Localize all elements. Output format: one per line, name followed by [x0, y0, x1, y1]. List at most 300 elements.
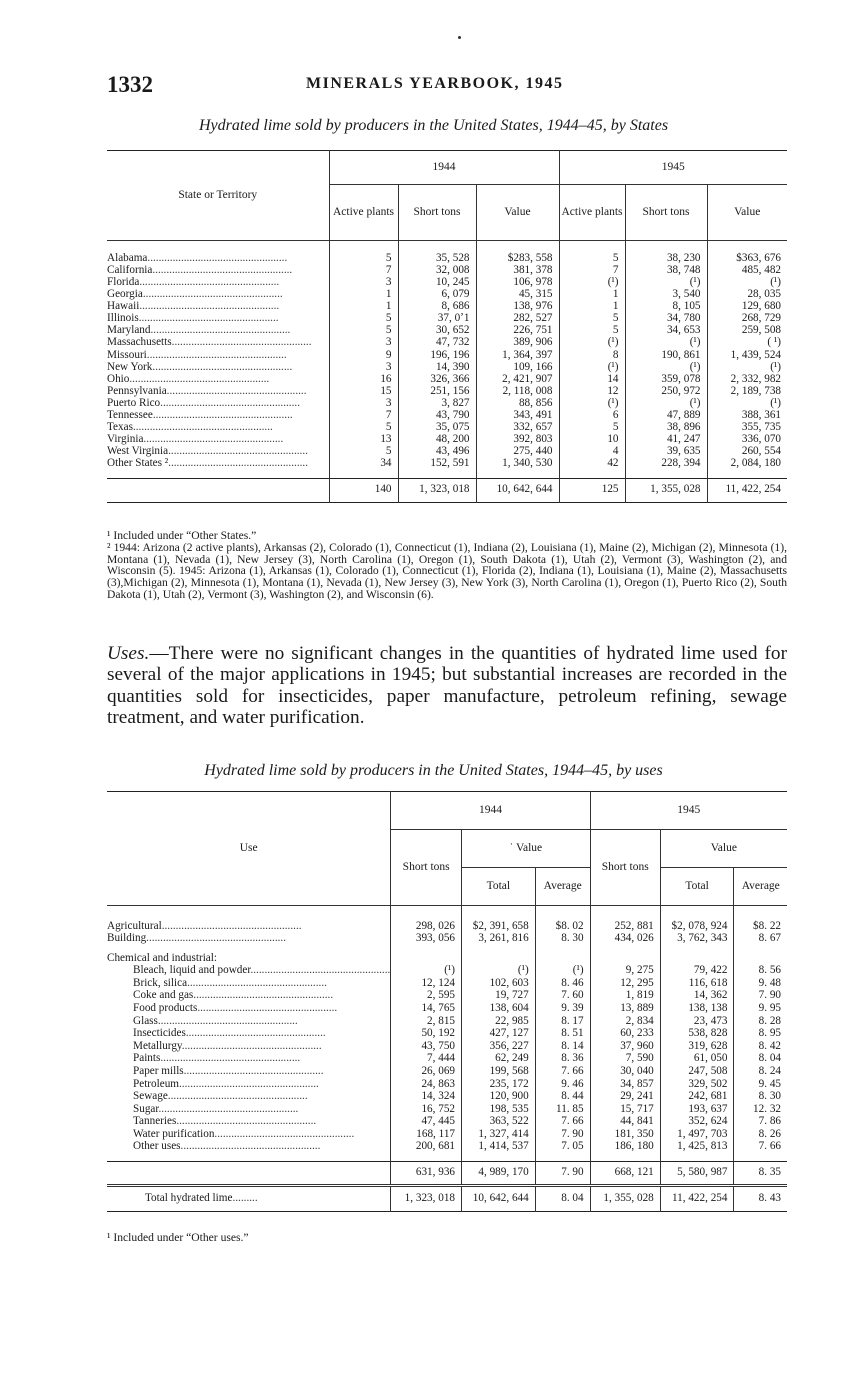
data-cell: 39, 635: [625, 446, 707, 458]
table-row: [107, 1015, 787, 1028]
total-cell: 1, 323, 018: [398, 478, 476, 502]
row-label-text: Sewage: [133, 1090, 168, 1103]
data-cell: 120, 900: [462, 1091, 536, 1104]
data-cell: 363, 522: [462, 1116, 536, 1129]
data-cell: 7. 66: [535, 1065, 590, 1078]
data-cell: 38, 230: [625, 241, 707, 265]
data-cell: 14, 765: [391, 1002, 462, 1015]
data-cell: 61, 050: [660, 1053, 734, 1066]
table-row: [107, 265, 787, 277]
data-cell: 47, 732: [398, 337, 476, 349]
data-cell: 319, 628: [660, 1040, 734, 1053]
table-row: [107, 906, 787, 933]
table-row: [107, 1116, 787, 1129]
row-label: Sugar..................................................: [133, 1103, 299, 1115]
table2-footnote: ¹ Included under “Other uses.”: [107, 1231, 249, 1244]
data-cell: 88, 856: [476, 398, 559, 410]
data-cell: 5: [559, 325, 625, 337]
row-label-text: Missouri: [107, 349, 147, 361]
data-cell: 485, 482: [707, 265, 787, 277]
data-cell: 186, 180: [590, 1141, 660, 1162]
data-cell: 168, 117: [391, 1128, 462, 1141]
row-label-text: Insecticides: [133, 1027, 186, 1040]
row-label: Coke and gas..................................................: [133, 989, 334, 1002]
data-cell: 336, 070: [707, 434, 787, 446]
data-cell: 12, 124: [391, 977, 462, 990]
row-label-text: Other States ²: [107, 458, 169, 470]
table-row: [107, 1002, 787, 1015]
data-cell: 12. 32: [734, 1103, 787, 1116]
data-cell: (¹): [707, 398, 787, 410]
data-cell: 9. 46: [535, 1078, 590, 1091]
table-row: [107, 1141, 787, 1162]
data-cell: 7: [329, 265, 398, 277]
data-cell: 8. 24: [734, 1065, 787, 1078]
table1-total-row: [107, 478, 787, 502]
table-row: [107, 1091, 787, 1104]
data-cell: 2, 084, 180: [707, 458, 787, 478]
year-1945-header: 1945: [559, 151, 787, 185]
data-cell: 43, 496: [398, 446, 476, 458]
data-cell: 359, 078: [625, 373, 707, 385]
data-cell: 1: [329, 289, 398, 301]
data-cell: 22, 985: [462, 1015, 536, 1028]
total-cell: 140: [329, 478, 398, 502]
data-cell: 8. 42: [734, 1040, 787, 1053]
data-cell: 3, 261, 816: [462, 932, 536, 945]
data-cell: (¹): [625, 398, 707, 410]
subtotal-cell: 4, 989, 170: [462, 1162, 536, 1186]
data-cell: (¹): [559, 398, 625, 410]
subtotal-cell: 7. 90: [535, 1162, 590, 1186]
data-cell: 152, 591: [398, 458, 476, 478]
data-cell: 8. 26: [734, 1128, 787, 1141]
data-cell: 260, 554: [707, 446, 787, 458]
subtotal-cell: 668, 121: [590, 1162, 660, 1186]
data-cell: 7, 444: [391, 1053, 462, 1066]
row-label: Pennsylvania..................................................: [107, 385, 307, 397]
running-title: MINERALS YEARBOOK, 1945: [306, 75, 564, 92]
row-label-text: Georgia: [107, 288, 143, 301]
table-row: [107, 990, 787, 1003]
total-hydrated-cell: 8. 43: [734, 1186, 787, 1212]
table-row: [107, 241, 787, 265]
data-cell: 5: [559, 422, 625, 434]
data-cell: 35, 528: [398, 241, 476, 265]
total-hydrated-label: Total hydrated lime.........: [145, 1192, 258, 1205]
total-hydrated-cell: 11, 422, 254: [660, 1186, 734, 1212]
data-cell: 343, 491: [476, 410, 559, 422]
data-cell: 326, 366: [398, 373, 476, 385]
row-label: Water purification..................................................: [133, 1128, 355, 1140]
data-cell: 538, 828: [660, 1028, 734, 1041]
data-cell: 7. 60: [535, 990, 590, 1003]
data-cell: 32, 008: [398, 265, 476, 277]
data-cell: 35, 075: [398, 422, 476, 434]
data-cell: 7. 05: [535, 1141, 590, 1162]
data-cell: 5: [329, 325, 398, 337]
data-cell: 7: [329, 410, 398, 422]
data-cell: 30, 652: [398, 325, 476, 337]
data-cell: 15, 717: [590, 1103, 660, 1116]
data-cell: 8. 56: [734, 965, 787, 978]
table-row: [107, 301, 787, 313]
data-cell: 28, 035: [707, 289, 787, 301]
row-label-text: Glass: [133, 1015, 158, 1027]
uses-paragraph: [107, 643, 787, 728]
data-cell: 252, 881: [590, 906, 660, 933]
data-cell: (¹): [625, 277, 707, 289]
total-cell: 11, 422, 254: [707, 478, 787, 502]
data-cell: 298, 026: [391, 906, 462, 933]
data-cell: 3, 762, 343: [660, 932, 734, 945]
row-label-text: Texas: [107, 421, 133, 434]
data-cell: 356, 227: [462, 1040, 536, 1053]
row-label-text: Pennsylvania: [107, 385, 167, 397]
data-cell: 2, 815: [391, 1015, 462, 1028]
data-cell: 8. 30: [535, 932, 590, 945]
t2-year-1945-header: 1945: [590, 792, 787, 830]
data-cell: 30, 040: [590, 1065, 660, 1078]
data-cell: 16: [329, 373, 398, 385]
table-row: [107, 386, 787, 398]
data-cell: 47, 889: [625, 410, 707, 422]
table-row: [107, 965, 787, 978]
t2-short-tons-1945: Short tons: [590, 830, 660, 906]
use-stub-header: Use: [107, 792, 391, 906]
table-row: [107, 361, 787, 373]
t2-short-tons-1944: Short tons: [391, 830, 462, 906]
data-cell: (¹): [707, 277, 787, 289]
data-cell: 235, 172: [462, 1078, 536, 1091]
table-row: [107, 422, 787, 434]
table-row: [107, 977, 787, 990]
row-label: Building..................................................: [107, 932, 287, 944]
row-label-text: New York: [107, 361, 153, 373]
total-hydrated-row: [107, 1186, 787, 1212]
data-cell: (¹): [625, 337, 707, 349]
data-cell: 5: [329, 422, 398, 434]
table-row: [107, 349, 787, 361]
group-row: [107, 945, 787, 965]
data-cell: 226, 751: [476, 325, 559, 337]
total-cell: 1, 355, 028: [625, 478, 707, 502]
data-cell: 8. 17: [535, 1015, 590, 1028]
data-cell: 14, 324: [391, 1091, 462, 1104]
row-label-text: Tennessee: [107, 409, 153, 421]
speck-mark: [458, 36, 461, 39]
data-cell: 381, 378: [476, 265, 559, 277]
data-cell: 181, 350: [590, 1128, 660, 1141]
table-row: [107, 1103, 787, 1116]
col-active-plants-1945: Active plants: [559, 185, 625, 241]
data-cell: 2, 834: [590, 1015, 660, 1028]
row-label: Food products..................................................: [133, 1002, 338, 1014]
subtotal-cell: 5, 580, 987: [660, 1162, 734, 1186]
data-cell: 7. 66: [734, 1141, 787, 1162]
t2-year-1944-header: 1944: [391, 792, 590, 830]
row-label-text: Paper mills: [133, 1065, 184, 1077]
data-cell: 19, 727: [462, 990, 536, 1003]
data-cell: (¹): [391, 965, 462, 978]
row-label: West Virginia..................................................: [107, 446, 308, 458]
data-cell: 9. 48: [734, 977, 787, 990]
table-row: [107, 410, 787, 422]
data-cell: 34: [329, 458, 398, 478]
data-cell: 44, 841: [590, 1116, 660, 1129]
data-cell: 193, 637: [660, 1103, 734, 1116]
table-row: [107, 932, 787, 945]
data-cell: 228, 394: [625, 458, 707, 478]
row-label: Ohio..................................................: [107, 373, 270, 385]
table-row: [107, 398, 787, 410]
data-cell: 268, 729: [707, 313, 787, 325]
data-cell: 47, 445: [391, 1116, 462, 1129]
data-cell: 1, 819: [590, 990, 660, 1003]
footnote-2: ² 1944: Arizona (2 active plants), Arkansas (2), Colorado (1), Connecticut (1), Indiana (2), Louisiana (1), Maine (2), Michigan (2), Minnesota (1), Montana (1), Nevada (1), New Jersey (3), North Carolina (1), Oregon (1), South Dakota (1), Utah (2), Vermont (3), Washington (2), and Wisconsin (5). 1945: Arizona (1), Arkansas (1), Colorado (1), Connecticut (1), Florida (2), Indiana (1), Louisiana (1), Maine (2), Massachusetts (3),Michigan (2), Minnesota (1), Montana (1), Nevada (1), New Jersey (3), New York (3), North Carolina (1), Oregon (1), Puerto Rico (2), South Dakota (1), Utah (2), Vermont (3), Washington (2), and Wisconsin (6).: [107, 540, 787, 601]
total-hydrated-cell: 10, 642, 644: [462, 1186, 536, 1212]
data-cell: 250, 972: [625, 386, 707, 398]
table-row: [107, 373, 787, 385]
subtotal-cell: 8. 35: [734, 1162, 787, 1186]
data-cell: 2, 421, 907: [476, 373, 559, 385]
total-cell: 125: [559, 478, 625, 502]
row-label: Massachusetts..................................................: [107, 337, 312, 349]
data-cell: 34, 653: [625, 325, 707, 337]
data-cell: 251, 156: [398, 386, 476, 398]
data-cell: 106, 978: [476, 277, 559, 289]
col-active-plants-1944: Active plants: [329, 185, 398, 241]
data-cell: $8. 02: [535, 906, 590, 933]
data-cell: $2, 078, 924: [660, 906, 734, 933]
data-cell: 332, 657: [476, 422, 559, 434]
data-cell: 109, 166: [476, 361, 559, 373]
data-cell: 60, 233: [590, 1028, 660, 1041]
data-cell: 7. 90: [535, 1128, 590, 1141]
data-cell: 12: [559, 386, 625, 398]
data-cell: 5: [559, 241, 625, 265]
row-label-text: Puerto Rico: [107, 397, 161, 409]
data-cell: 259, 508: [707, 325, 787, 337]
data-cell: 1, 340, 530: [476, 458, 559, 478]
table-row: [107, 1053, 787, 1066]
data-cell: 8, 686: [398, 301, 476, 313]
data-cell: 43, 750: [391, 1040, 462, 1053]
data-cell: 1, 439, 524: [707, 349, 787, 361]
row-label: Tennessee..................................................: [107, 409, 293, 421]
data-cell: 8: [559, 349, 625, 361]
data-cell: 14, 390: [398, 361, 476, 373]
row-label: Illinois..................................................: [107, 312, 279, 325]
stub-header: State or Territory: [107, 151, 329, 241]
row-label: Sewage..................................................: [133, 1090, 308, 1103]
data-cell: 37, 0ʼ1: [398, 313, 476, 325]
row-label-text: Massachusetts: [107, 337, 172, 349]
data-cell: 198, 535: [462, 1103, 536, 1116]
row-label: Texas..................................................: [107, 421, 273, 434]
data-cell: 7, 590: [590, 1053, 660, 1066]
data-cell: 2, 118, 008: [476, 386, 559, 398]
data-cell: 8. 46: [535, 977, 590, 990]
data-cell: 7. 90: [734, 990, 787, 1003]
data-cell: 1, 425, 813: [660, 1141, 734, 1162]
data-cell: 9, 275: [590, 965, 660, 978]
data-cell: 2, 332, 982: [707, 373, 787, 385]
data-cell: 8. 28: [734, 1015, 787, 1028]
row-label: Bleach, liquid and powder..................................................: [133, 964, 391, 977]
data-cell: 392, 803: [476, 434, 559, 446]
data-cell: (¹): [462, 965, 536, 978]
row-label: Georgia..................................................: [107, 288, 283, 301]
t2-total-1945: Total: [660, 868, 734, 906]
row-label-text: California: [107, 264, 153, 276]
data-cell: 43, 790: [398, 410, 476, 422]
data-cell: 9. 95: [734, 1002, 787, 1015]
data-cell: 200, 681: [391, 1141, 462, 1162]
table-row: [107, 1065, 787, 1078]
data-cell: 138, 976: [476, 301, 559, 313]
data-cell: 4: [559, 446, 625, 458]
total-hydrated-text: Total hydrated lime: [145, 1192, 233, 1205]
data-cell: 9. 39: [535, 1002, 590, 1015]
data-cell: 1, 414, 537: [462, 1141, 536, 1162]
data-cell: 45, 315: [476, 289, 559, 301]
data-cell: ( ¹): [707, 337, 787, 349]
row-label-text: Brick, silica: [133, 977, 188, 989]
total-hydrated-cell: 8. 04: [535, 1186, 590, 1212]
row-label: New York..................................................: [107, 361, 293, 373]
row-label-text: Hawaii: [107, 300, 140, 313]
table-row: [107, 1028, 787, 1041]
data-cell: 13: [329, 434, 398, 446]
data-cell: 138, 138: [660, 1002, 734, 1015]
data-cell: 3, 540: [625, 289, 707, 301]
data-cell: 8. 36: [535, 1053, 590, 1066]
row-label: Missouri..................................................: [107, 349, 287, 361]
table1-caption: Hydrated lime sold by producers in the United States, 1944–45, by States: [198, 117, 669, 134]
data-cell: 50, 192: [391, 1028, 462, 1041]
data-cell: 3: [329, 337, 398, 349]
col-short-tons-1945: Short tons: [625, 185, 707, 241]
table-row: [107, 434, 787, 446]
data-cell: 34, 780: [625, 313, 707, 325]
data-cell: 434, 026: [590, 932, 660, 945]
data-cell: (¹): [559, 337, 625, 349]
data-cell: 7: [559, 265, 625, 277]
data-cell: 8, 105: [625, 301, 707, 313]
uses-lead: Uses.: [107, 643, 150, 664]
data-cell: 24, 863: [391, 1078, 462, 1091]
data-cell: 42: [559, 458, 625, 478]
table-row: [107, 277, 787, 289]
row-label-text: Ohio: [107, 373, 130, 385]
data-cell: 29, 241: [590, 1091, 660, 1104]
row-label-text: Other uses: [133, 1141, 181, 1152]
data-cell: 8. 04: [734, 1053, 787, 1066]
uses-table: [107, 791, 787, 1212]
data-cell: 5: [559, 313, 625, 325]
row-label-text: Agricultural: [107, 919, 162, 932]
data-cell: (¹): [559, 277, 625, 289]
page-number: 1332: [107, 72, 153, 97]
data-cell: 8. 67: [734, 932, 787, 945]
data-cell: 9. 45: [734, 1078, 787, 1091]
data-cell: 16, 752: [391, 1103, 462, 1116]
data-cell: 1: [559, 301, 625, 313]
data-cell: 129, 680: [707, 301, 787, 313]
data-cell: 8. 30: [734, 1091, 787, 1104]
row-label: Petroleum..................................................: [133, 1078, 319, 1090]
row-label: Florida..................................................: [107, 276, 280, 288]
data-cell: 1, 364, 397: [476, 349, 559, 361]
col-short-tons-1944: Short tons: [398, 185, 476, 241]
data-cell: 38, 748: [625, 265, 707, 277]
data-cell: 275, 440: [476, 446, 559, 458]
row-label: California..................................................: [107, 264, 293, 276]
data-cell: 10, 245: [398, 277, 476, 289]
data-cell: 282, 527: [476, 313, 559, 325]
data-cell: 10: [559, 434, 625, 446]
data-cell: 12, 295: [590, 977, 660, 990]
data-cell: 5: [329, 313, 398, 325]
row-label: Paints..................................................: [133, 1052, 301, 1065]
col-value-1945: Value: [707, 185, 787, 241]
row-label: Puerto Rico..................................................: [107, 397, 300, 409]
subtotal-row: [107, 1162, 787, 1186]
data-cell: 1, 497, 703: [660, 1128, 734, 1141]
data-cell: $283, 558: [476, 241, 559, 265]
data-cell: 6, 079: [398, 289, 476, 301]
col-value-1944: Value: [476, 185, 559, 241]
group-label: Chemical and industrial:: [107, 952, 217, 965]
table1-footnotes: [107, 530, 787, 601]
data-cell: 1: [329, 301, 398, 313]
table-row: [107, 325, 787, 337]
table-row: [107, 1078, 787, 1091]
data-cell: 23, 473: [660, 1015, 734, 1028]
footnote-1: ¹ Included under “Other States.”: [107, 529, 257, 542]
data-cell: 3: [329, 398, 398, 410]
data-cell: 3, 827: [398, 398, 476, 410]
row-label: Paper mills..................................................: [133, 1065, 324, 1077]
row-label: Hawaii..................................................: [107, 300, 280, 313]
data-cell: 138, 604: [462, 1002, 536, 1015]
data-cell: 8. 51: [535, 1028, 590, 1041]
t2-total-1944: Total: [462, 868, 536, 906]
table-row: [107, 1040, 787, 1053]
data-cell: 196, 196: [398, 349, 476, 361]
row-label: Other uses..................................................: [133, 1141, 321, 1152]
data-cell: 9: [329, 349, 398, 361]
states-table: [107, 150, 787, 503]
data-cell: 7. 66: [535, 1116, 590, 1129]
table2-caption: Hydrated lime sold by producers in the United States, 1944–45, by uses: [204, 762, 663, 779]
data-cell: 7. 86: [734, 1116, 787, 1129]
total-hydrated-cell: 1, 355, 028: [590, 1186, 660, 1212]
row-label-text: West Virginia: [107, 446, 169, 458]
data-cell: 37, 960: [590, 1040, 660, 1053]
row-label: Virginia..................................................: [107, 433, 284, 446]
data-cell: 14, 362: [660, 990, 734, 1003]
data-cell: 26, 069: [391, 1065, 462, 1078]
data-cell: $8. 22: [734, 906, 787, 933]
row-label: Glass..................................................: [133, 1015, 298, 1027]
row-label: Agricultural..................................................: [107, 919, 302, 932]
data-cell: 14: [559, 373, 625, 385]
data-cell: 8. 44: [535, 1091, 590, 1104]
data-cell: 427, 127: [462, 1028, 536, 1041]
table-row: [107, 289, 787, 301]
